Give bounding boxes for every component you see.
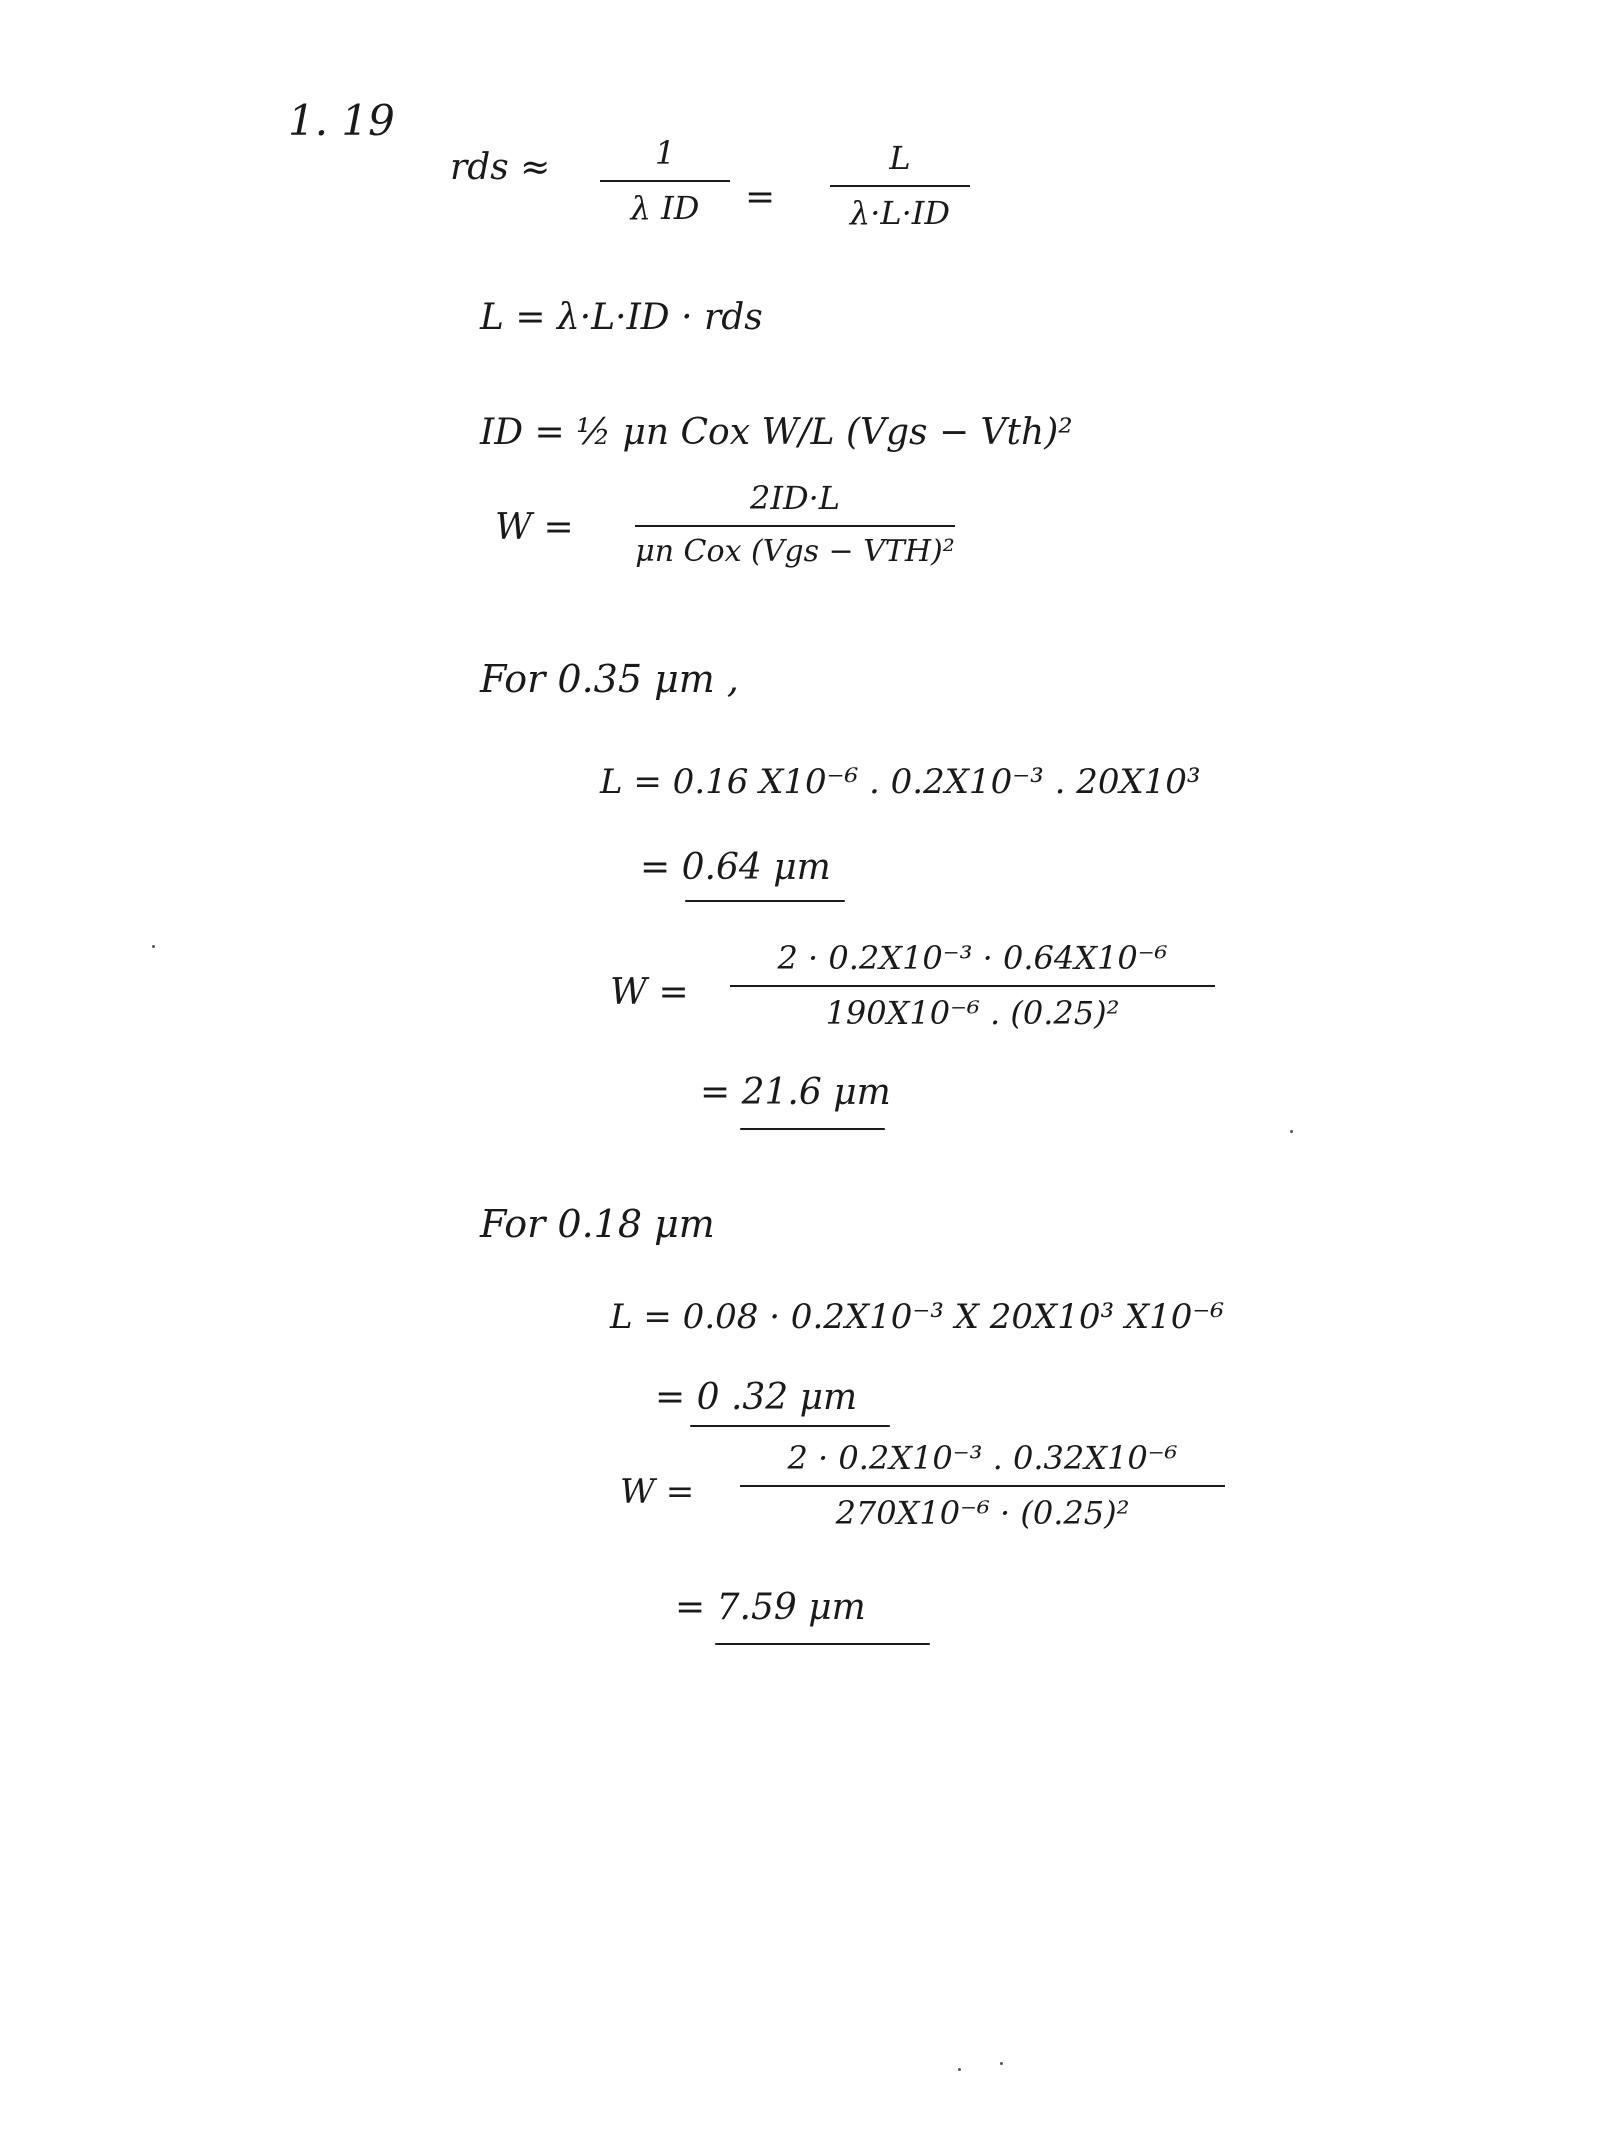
- ID-formula: ID = ½ μn Cox W/L (Vgs − Vth)²: [480, 412, 1073, 453]
- case-018-W-denominator: 270X10⁻⁶ · (0.25)²: [835, 1493, 1130, 1532]
- case-035-W-fraction: [730, 940, 1215, 1032]
- case-018-W-lhs: W =: [620, 1472, 695, 1512]
- result-underline: [740, 1128, 885, 1130]
- fraction-bar: [635, 525, 955, 527]
- rds-fraction-1-denominator: λ ID: [630, 188, 700, 227]
- case-018-W-result: = 7.59 μm: [675, 1587, 866, 1628]
- case-035-L-calculation: L = 0.16 X10⁻⁶ . 0.2X10⁻³ . 20X10³: [600, 762, 1201, 802]
- case-018-W-numerator: 2 · 0.2X10⁻³ . 0.32X10⁻⁶: [787, 1439, 1178, 1477]
- rds-fraction-1-numerator: 1: [654, 134, 676, 172]
- case-035-L-result: = 0.64 μm: [640, 847, 831, 888]
- scan-speck: [1290, 1130, 1293, 1133]
- case-035-W-denominator: 190X10⁻⁶ . (0.25)²: [825, 993, 1120, 1032]
- fraction-bar: [740, 1485, 1225, 1487]
- case-035-W-result: = 21.6 μm: [700, 1072, 891, 1113]
- case-035-W-lhs: W =: [610, 972, 689, 1013]
- rds-fraction-1: [600, 135, 730, 227]
- W-formula-lhs: W =: [495, 507, 574, 548]
- case-018-W-fraction: [740, 1440, 1225, 1532]
- fraction-bar: [600, 180, 730, 182]
- L-formula: L = λ·L·ID · rds: [480, 297, 763, 338]
- scan-speck: [1000, 2062, 1003, 2065]
- case-018-L-calculation: L = 0.08 · 0.2X10⁻³ X 20X10³ X10⁻⁶: [610, 1297, 1224, 1337]
- W-formula-numerator: 2ID·L: [749, 479, 841, 517]
- fraction-bar: [730, 985, 1215, 987]
- problem-number: 1. 19: [288, 96, 395, 145]
- rds-fraction-2-numerator: L: [889, 139, 911, 177]
- result-underline: [690, 1425, 890, 1427]
- case-035-W-numerator: 2 · 0.2X10⁻³ · 0.64X10⁻⁶: [777, 939, 1168, 977]
- W-formula-denominator: μn Cox (Vgs − VTH)²: [635, 533, 955, 569]
- scan-speck: [958, 2068, 961, 2071]
- result-underline: [715, 1643, 930, 1645]
- rds-equals: =: [745, 177, 776, 218]
- rds-fraction-2: [830, 140, 970, 232]
- case-035-heading: For 0.35 μm ,: [480, 657, 739, 701]
- fraction-bar: [830, 185, 970, 187]
- result-underline: [685, 900, 845, 902]
- case-018-L-result: = 0 .32 μm: [655, 1377, 858, 1418]
- scan-speck: [152, 945, 155, 948]
- case-018-heading: For 0.18 μm: [480, 1202, 715, 1246]
- W-formula-fraction: [635, 480, 955, 569]
- rds-fraction-2-denominator: λ·L·ID: [849, 193, 951, 232]
- rds-lhs: rds ≈: [450, 147, 551, 188]
